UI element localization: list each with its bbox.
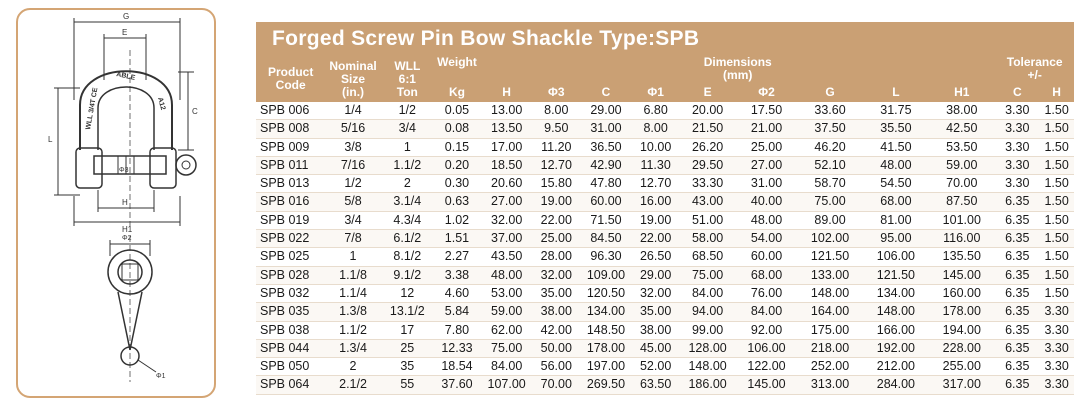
table-cell: 16.00 [633, 193, 679, 211]
table-cell: 0.05 [434, 102, 480, 120]
table-cell: SPB 038 [256, 321, 325, 339]
table-cell: 12.33 [434, 339, 480, 357]
table-cell: 41.50 [864, 138, 929, 156]
header-tolerance: Tolerance +/- [995, 56, 1074, 82]
table-cell: 284.00 [864, 376, 929, 394]
header-dim-h: H [480, 82, 533, 102]
table-cell: 178.00 [579, 339, 632, 357]
table-cell: 89.00 [797, 211, 864, 229]
table-cell: 60.00 [579, 193, 632, 211]
table-cell: 59.00 [928, 156, 995, 174]
table-cell: 18.54 [434, 358, 480, 376]
table-cell: 148.00 [864, 303, 929, 321]
table-cell: 32.00 [480, 211, 533, 229]
table-cell: 54.50 [864, 175, 929, 193]
table-row [256, 358, 1074, 376]
table-cell: 1.50 [1039, 284, 1074, 302]
table-cell: SPB 011 [256, 156, 325, 174]
table-cell: 6.35 [995, 284, 1039, 302]
table-cell: 1.50 [1039, 248, 1074, 266]
table-cell: 48.00 [864, 156, 929, 174]
table-cell: 1/4 [325, 102, 380, 120]
table-cell: 3.30 [995, 120, 1039, 138]
table-cell: SPB 013 [256, 175, 325, 193]
table-cell: 317.00 [928, 376, 995, 394]
table-cell: 8.1/2 [381, 248, 434, 266]
table-cell: 12.70 [633, 175, 679, 193]
table-cell: 21.00 [736, 120, 796, 138]
table-cell: 29.00 [633, 266, 679, 284]
table-cell: 9.50 [533, 120, 579, 138]
header-dim-c: C [579, 82, 632, 102]
table-cell: 0.63 [434, 193, 480, 211]
table-cell: 52.00 [633, 358, 679, 376]
table-row [256, 339, 1074, 357]
shackle-drawing-panel [16, 8, 216, 398]
table-cell: SPB 022 [256, 230, 325, 248]
header-nominal-size: Nominal Size (in.) [325, 56, 380, 102]
table-cell: 5/16 [325, 120, 380, 138]
table-cell: 25 [381, 339, 434, 357]
table-cell: 60.00 [736, 248, 796, 266]
table-cell: 1.50 [1039, 175, 1074, 193]
table-cell: 6.35 [995, 321, 1039, 339]
table-cell: 175.00 [797, 321, 864, 339]
table-cell: 6.35 [995, 248, 1039, 266]
table-cell: 22.00 [633, 230, 679, 248]
table-cell: 32.00 [633, 284, 679, 302]
table-cell: 71.50 [579, 211, 632, 229]
label-c: C [192, 107, 198, 116]
table-cell: 20.60 [480, 175, 533, 193]
table-cell: 7/8 [325, 230, 380, 248]
table-cell: 37.00 [480, 230, 533, 248]
table-cell: 50.00 [533, 339, 579, 357]
table-cell: 106.00 [736, 339, 796, 357]
table-cell: 1.50 [1039, 193, 1074, 211]
table-cell: 8.00 [533, 102, 579, 120]
table-cell: 121.50 [864, 266, 929, 284]
pin-head [176, 155, 196, 175]
table-cell: 46.20 [797, 138, 864, 156]
table-cell: 9.1/2 [381, 266, 434, 284]
table-cell: 1/2 [381, 102, 434, 120]
table-cell: 1.50 [1039, 230, 1074, 248]
table-cell: 92.00 [736, 321, 796, 339]
table-cell: 313.00 [797, 376, 864, 394]
table-cell: 3.30 [1039, 358, 1074, 376]
table-cell: 81.00 [864, 211, 929, 229]
table-cell: 13.50 [480, 120, 533, 138]
table-cell: 48.00 [480, 266, 533, 284]
table-cell: 42.00 [533, 321, 579, 339]
table-cell: 68.00 [864, 193, 929, 211]
table-cell: 31.00 [736, 175, 796, 193]
table-cell: 25.00 [533, 230, 579, 248]
table-cell: 6.35 [995, 303, 1039, 321]
table-cell: 145.00 [736, 376, 796, 394]
table-cell: 35.00 [633, 303, 679, 321]
table-cell: SPB 019 [256, 211, 325, 229]
table-cell: 70.00 [533, 376, 579, 394]
table-cell: 59.00 [480, 303, 533, 321]
table-cell: 1.1/8 [325, 266, 380, 284]
label-g: G [123, 12, 130, 21]
table-cell: 107.00 [480, 376, 533, 394]
table-cell: 40.00 [736, 193, 796, 211]
table-cell: 2.1/2 [325, 376, 380, 394]
table-cell: 51.00 [679, 211, 737, 229]
table-cell: 164.00 [797, 303, 864, 321]
label-d2: Φ2 [122, 235, 132, 242]
table-cell: SPB 016 [256, 193, 325, 211]
table-cell: 42.90 [579, 156, 632, 174]
table-cell: 106.00 [864, 248, 929, 266]
table-cell: 218.00 [797, 339, 864, 357]
table-cell: 1.50 [1039, 120, 1074, 138]
table-cell: 3.30 [995, 175, 1039, 193]
table-cell: 3.30 [1039, 376, 1074, 394]
table-row [256, 284, 1074, 302]
table-cell: 31.00 [579, 120, 632, 138]
table-cell: 15.80 [533, 175, 579, 193]
table-cell: 42.50 [928, 120, 995, 138]
header-dim-g: G [797, 82, 864, 102]
table-cell: 19.00 [533, 193, 579, 211]
table-cell: 96.30 [579, 248, 632, 266]
table-cell: 32.00 [533, 266, 579, 284]
table-cell: 122.00 [736, 358, 796, 376]
table-cell: 11.20 [533, 138, 579, 156]
table-cell: 75.00 [480, 339, 533, 357]
table-cell: 21.50 [679, 120, 737, 138]
table-cell: 255.00 [928, 358, 995, 376]
table-cell: 116.00 [928, 230, 995, 248]
table-row [256, 156, 1074, 174]
table-cell: 95.00 [864, 230, 929, 248]
table-cell: 0.30 [434, 175, 480, 193]
table-cell: 228.00 [928, 339, 995, 357]
table-cell: 35.50 [864, 120, 929, 138]
table-cell: 38.00 [533, 303, 579, 321]
table-cell: 128.00 [679, 339, 737, 357]
table-cell: 6.1/2 [381, 230, 434, 248]
table-cell: 2.27 [434, 248, 480, 266]
table-cell: 37.60 [434, 376, 480, 394]
table-cell: SPB 032 [256, 284, 325, 302]
table-cell: 1.50 [1039, 102, 1074, 120]
table-cell: 6.35 [995, 193, 1039, 211]
table-cell: 53.50 [928, 138, 995, 156]
table-cell: 28.00 [533, 248, 579, 266]
table-cell: 148.00 [797, 284, 864, 302]
table-row [256, 376, 1074, 394]
table-cell: SPB 064 [256, 376, 325, 394]
table-cell: 87.50 [928, 193, 995, 211]
table-cell: 1.02 [434, 211, 480, 229]
table-cell: 43.00 [679, 193, 737, 211]
table-cell: 2 [381, 175, 434, 193]
table-cell: 148.50 [579, 321, 632, 339]
table-cell: 25.00 [736, 138, 796, 156]
bow-inner [98, 87, 154, 150]
table-cell: 252.00 [797, 358, 864, 376]
eye-right [150, 148, 176, 188]
table-cell: 1.51 [434, 230, 480, 248]
table-cell: 6.35 [995, 230, 1039, 248]
table-cell: 7/16 [325, 156, 380, 174]
table-cell: 17.00 [480, 138, 533, 156]
table-cell: 3.30 [995, 156, 1039, 174]
table-cell: 58.70 [797, 175, 864, 193]
table-cell: 99.00 [679, 321, 737, 339]
table-cell: 3.1/4 [381, 193, 434, 211]
table-cell: 134.00 [579, 303, 632, 321]
table-row [256, 266, 1074, 284]
table-row [256, 120, 1074, 138]
label-h: H [122, 198, 128, 207]
table-cell: 18.50 [480, 156, 533, 174]
table-cell: 84.00 [736, 303, 796, 321]
header-dim-e: E [679, 82, 737, 102]
table-cell: 1.50 [1039, 138, 1074, 156]
table-cell: 133.00 [797, 266, 864, 284]
shackle-drawing [18, 10, 218, 400]
table-cell: 76.00 [736, 284, 796, 302]
table-cell: 26.50 [633, 248, 679, 266]
label-h1: H1 [122, 225, 133, 234]
table-cell: 1.50 [1039, 156, 1074, 174]
table-cell: 68.50 [679, 248, 737, 266]
table-cell: 68.00 [736, 266, 796, 284]
table-cell: 47.80 [579, 175, 632, 193]
table-cell: 43.50 [480, 248, 533, 266]
table-cell: SPB 044 [256, 339, 325, 357]
header-weight: Weight [434, 56, 480, 82]
header-wll: WLL 6:1 Ton [381, 56, 434, 102]
table-cell: 192.00 [864, 339, 929, 357]
table-cell: SPB 009 [256, 138, 325, 156]
table-cell: 10.00 [633, 138, 679, 156]
table-cell: 8.00 [633, 120, 679, 138]
table-cell: 84.50 [579, 230, 632, 248]
label-e: E [122, 28, 128, 37]
table-cell: 13.1/2 [381, 303, 434, 321]
header-weight-unit: Kg [434, 82, 480, 102]
table-cell: 166.00 [864, 321, 929, 339]
table-row [256, 193, 1074, 211]
table-row [256, 175, 1074, 193]
table-cell: 29.00 [579, 102, 632, 120]
table-cell: SPB 025 [256, 248, 325, 266]
table-cell: 38.00 [928, 102, 995, 120]
table-cell: 48.00 [736, 211, 796, 229]
header-product-code: Product Code [256, 56, 325, 102]
table-cell: 33.60 [797, 102, 864, 120]
stamp-top: ABLE [115, 71, 136, 82]
table-cell: 31.75 [864, 102, 929, 120]
table-cell: 62.00 [480, 321, 533, 339]
table-cell: 12 [381, 284, 434, 302]
label-d3: Φ3 [119, 167, 129, 174]
table-cell: 54.00 [736, 230, 796, 248]
header-dim-d2: Φ2 [736, 82, 796, 102]
table-cell: 6.35 [995, 266, 1039, 284]
table-cell: 160.00 [928, 284, 995, 302]
header-dim-d1: Φ1 [633, 82, 679, 102]
table-cell: 3/4 [381, 120, 434, 138]
table-cell: 194.00 [928, 321, 995, 339]
table-cell: 75.00 [797, 193, 864, 211]
table-cell: 0.08 [434, 120, 480, 138]
table-cell: 55 [381, 376, 434, 394]
header-tol-c: C [995, 82, 1039, 102]
spec-sheet [256, 22, 1074, 397]
table-cell: 84.00 [679, 284, 737, 302]
header-tol-h: H [1039, 82, 1074, 102]
table-cell: 3/8 [325, 138, 380, 156]
table-cell: 20.00 [679, 102, 737, 120]
header-dim-l: L [864, 82, 929, 102]
table-cell: 22.00 [533, 211, 579, 229]
table-cell: 134.00 [864, 284, 929, 302]
table-cell: 35 [381, 358, 434, 376]
table-cell: 7.80 [434, 321, 480, 339]
header-dim-h1: H1 [928, 82, 995, 102]
table-cell: 3.30 [995, 102, 1039, 120]
eye-left [76, 148, 102, 188]
table-cell: 6.35 [995, 339, 1039, 357]
table-cell: 12.70 [533, 156, 579, 174]
table-cell: 109.00 [579, 266, 632, 284]
table-cell: 84.00 [480, 358, 533, 376]
table-cell: 6.35 [995, 376, 1039, 394]
table-cell: 45.00 [633, 339, 679, 357]
table-cell: 148.00 [679, 358, 737, 376]
stamp-left: WLL 3/4T CE [85, 87, 100, 131]
table-cell: 3.30 [995, 138, 1039, 156]
table-cell: 269.50 [579, 376, 632, 394]
table-cell: 70.00 [928, 175, 995, 193]
spec-table-body [256, 102, 1074, 394]
table-cell: 53.00 [480, 284, 533, 302]
table-cell: 1.1/2 [381, 156, 434, 174]
table-cell: 4.60 [434, 284, 480, 302]
table-cell: SPB 008 [256, 120, 325, 138]
dim-d1-line [138, 360, 156, 372]
table-cell: 3.30 [1039, 339, 1074, 357]
table-cell: 1.50 [1039, 211, 1074, 229]
table-cell: 29.50 [679, 156, 737, 174]
table-cell: 0.15 [434, 138, 480, 156]
table-cell: 1.3/8 [325, 303, 380, 321]
table-cell: 1.50 [1039, 266, 1074, 284]
table-row [256, 211, 1074, 229]
table-cell: 121.50 [797, 248, 864, 266]
table-cell: 27.00 [480, 193, 533, 211]
table-cell: SPB 006 [256, 102, 325, 120]
table-cell: 6.80 [633, 102, 679, 120]
table-cell: SPB 028 [256, 266, 325, 284]
table-row [256, 102, 1074, 120]
table-cell: 178.00 [928, 303, 995, 321]
table-cell: 212.00 [864, 358, 929, 376]
table-cell: 5.84 [434, 303, 480, 321]
table-cell: SPB 050 [256, 358, 325, 376]
table-row [256, 138, 1074, 156]
table-cell: 37.50 [797, 120, 864, 138]
table-cell: 197.00 [579, 358, 632, 376]
table-cell: 3.38 [434, 266, 480, 284]
table-cell: 11.30 [633, 156, 679, 174]
label-l: L [48, 135, 53, 144]
header-dimensions: Dimensions (mm) [480, 56, 995, 82]
table-row [256, 230, 1074, 248]
label-d1: Φ1 [156, 373, 166, 380]
table-cell: 35.00 [533, 284, 579, 302]
table-cell: 38.00 [633, 321, 679, 339]
table-cell: 102.00 [797, 230, 864, 248]
table-cell: SPB 035 [256, 303, 325, 321]
table-cell: 26.20 [679, 138, 737, 156]
table-cell: 19.00 [633, 211, 679, 229]
table-cell: 5/8 [325, 193, 380, 211]
table-cell: 3.30 [1039, 303, 1074, 321]
table-cell: 13.00 [480, 102, 533, 120]
table-cell: 6.35 [995, 358, 1039, 376]
table-row [256, 321, 1074, 339]
table-cell: 1 [325, 248, 380, 266]
table-cell: 36.50 [579, 138, 632, 156]
table-cell: 1/2 [325, 175, 380, 193]
stamp-right: A12 [156, 96, 167, 111]
table-cell: 120.50 [579, 284, 632, 302]
table-cell: 33.30 [679, 175, 737, 193]
table-row [256, 248, 1074, 266]
table-cell: 101.00 [928, 211, 995, 229]
spec-table [256, 56, 1074, 395]
page-title: Forged Screw Pin Bow Shackle Type:SPB [256, 22, 1074, 56]
header-dim-d3: Φ3 [533, 82, 579, 102]
table-cell: 3/4 [325, 211, 380, 229]
table-cell: 17 [381, 321, 434, 339]
table-cell: 2 [325, 358, 380, 376]
table-cell: 1.3/4 [325, 339, 380, 357]
table-row [256, 303, 1074, 321]
table-cell: 94.00 [679, 303, 737, 321]
table-cell: 1.1/2 [325, 321, 380, 339]
table-cell: 145.00 [928, 266, 995, 284]
table-cell: 3.30 [1039, 321, 1074, 339]
table-cell: 135.50 [928, 248, 995, 266]
table-cell: 58.00 [679, 230, 737, 248]
table-cell: 56.00 [533, 358, 579, 376]
table-cell: 0.20 [434, 156, 480, 174]
table-cell: 6.35 [995, 211, 1039, 229]
table-cell: 52.10 [797, 156, 864, 174]
table-cell: 17.50 [736, 102, 796, 120]
table-cell: 186.00 [679, 376, 737, 394]
table-cell: 1.1/4 [325, 284, 380, 302]
table-cell: 1 [381, 138, 434, 156]
table-cell: 27.00 [736, 156, 796, 174]
table-cell: 4.3/4 [381, 211, 434, 229]
table-cell: 63.50 [633, 376, 679, 394]
table-cell: 75.00 [679, 266, 737, 284]
